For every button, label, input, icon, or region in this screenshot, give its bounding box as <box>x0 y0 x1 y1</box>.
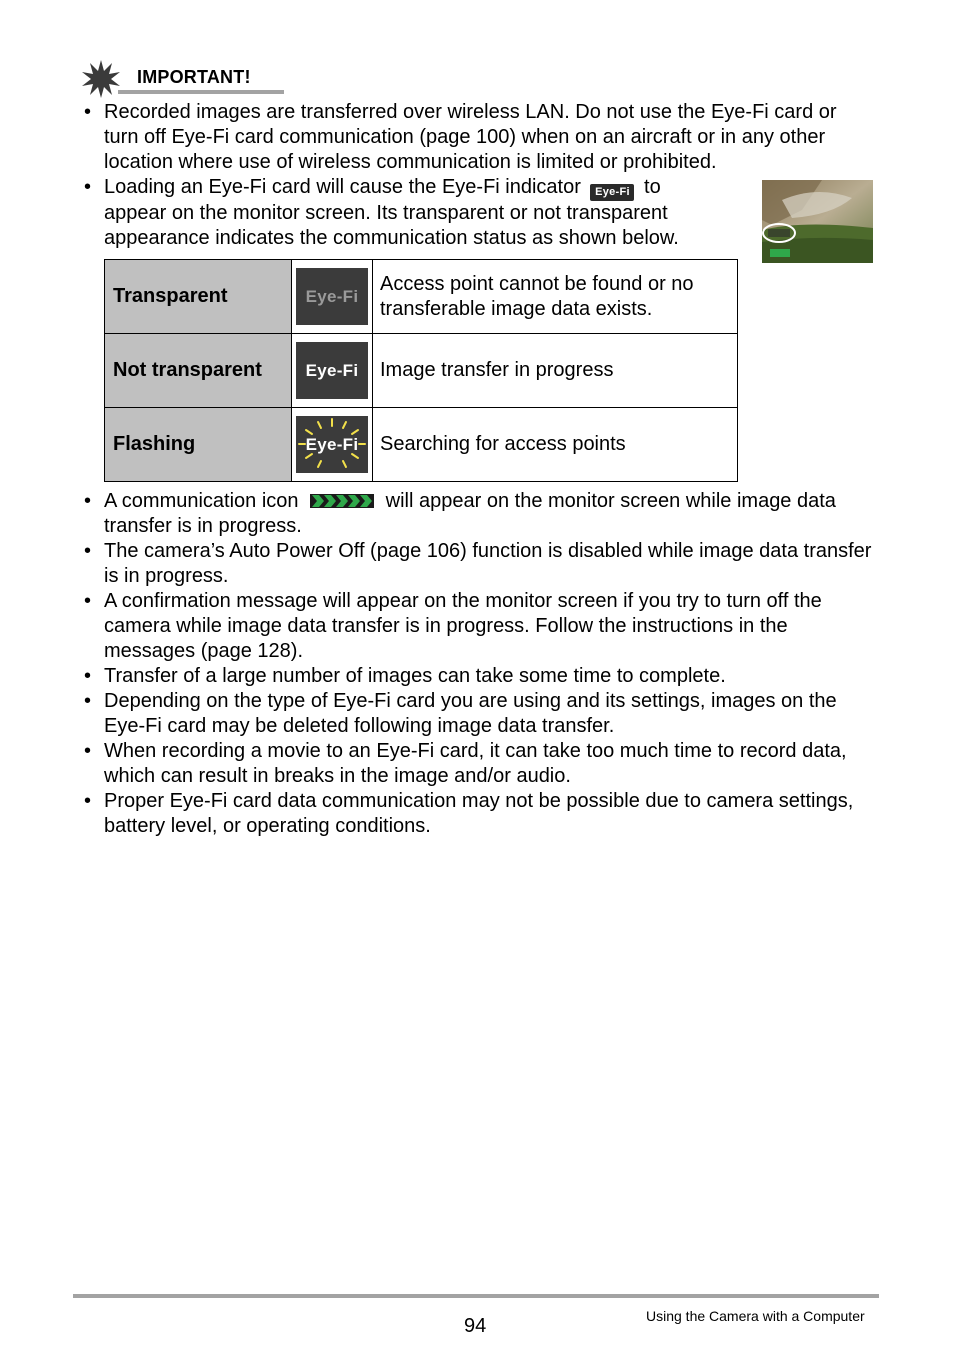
important-underline <box>118 90 284 94</box>
footer-rule <box>73 1294 879 1298</box>
bullet-dot: • <box>84 490 92 512</box>
bullet-text: A confirmation message will appear on the monitor screen if you try to turn off the camera while image data transfer is in progress. Follow the instructions in the messages (page 128). <box>104 590 822 662</box>
bullet-dot: • <box>84 665 92 687</box>
status-description: Image transfer in progress <box>373 334 738 408</box>
bullet-text: Proper Eye-Fi card data communication may not be possible due to camera settings, battery level, or operating conditions. <box>104 790 854 837</box>
bullet-text: When recording a movie to an Eye-Fi card, it can take too much time to record data, which can result in breaks in the image and/or audio. <box>104 740 847 787</box>
bullet-text <box>104 175 724 251</box>
status-icon-cell <box>292 334 373 408</box>
important-heading: IMPORTANT! <box>137 67 251 87</box>
bullet-text: Transfer of a large number of images can take some time to complete. <box>104 665 726 687</box>
eyefi-solid-icon <box>296 342 368 399</box>
status-icon-cell <box>292 260 373 334</box>
bullet-dot: • <box>84 590 92 612</box>
eyefi-indicator-icon: Eye-Fi <box>590 184 634 201</box>
eyefi-flashing-icon <box>296 416 368 473</box>
monitor-screen-image <box>762 180 873 263</box>
footer-section-title: Using the Camera with a Computer <box>646 1308 865 1324</box>
bullet-dot: • <box>84 740 92 762</box>
bullet-text-part: Loading an Eye-Fi card will cause the Eye-Fi indicator <box>104 176 581 198</box>
status-label: Transparent <box>105 260 292 334</box>
eyefi-transparent-icon <box>296 268 368 325</box>
bullet-text <box>104 489 874 539</box>
table-row <box>105 334 738 408</box>
bullet-dot: • <box>84 540 92 562</box>
eyefi-icon-text: Eye-Fi <box>305 360 359 380</box>
bullet-text-part: appear on the monitor screen. Its transparent or not transparent appearance indicates the communication status as shown below. <box>104 202 679 249</box>
page-number: 94 <box>464 1315 487 1337</box>
important-burst-icon <box>82 60 120 98</box>
bullet-text-part: to <box>644 176 661 198</box>
eyefi-icon-text: Eye-Fi <box>305 286 359 306</box>
bullet-text-part: will appear on the monitor screen while image data transfer is in progress. <box>104 490 836 537</box>
table-row <box>105 260 738 334</box>
bullet-text: Recorded images are transferred over wireless LAN. Do not use the Eye-Fi card or turn off Eye-Fi card communication (page 100) when on an aircraft or in any other location where use of wireless communication is limited or prohibited. <box>104 101 837 173</box>
bullet-text-part: A communication icon <box>104 490 299 512</box>
status-description: Searching for access points <box>373 408 738 482</box>
status-label: Not transparent <box>105 334 292 408</box>
eyefi-icon-text: Eye-Fi <box>305 434 359 454</box>
eyefi-status-table <box>104 259 738 482</box>
status-label: Flashing <box>105 408 292 482</box>
bullet-text: The camera’s Auto Power Off (page 106) function is disabled while image data transfer is in progress. <box>104 540 872 587</box>
status-description: Access point cannot be found or no transferable image data exists. <box>373 260 738 334</box>
table-row <box>105 408 738 482</box>
bullet-dot: • <box>84 790 92 812</box>
bullet-text: Depending on the type of Eye-Fi card you are using and its settings, images on the Eye-Fi card may be deleted following image data transfer. <box>104 690 837 737</box>
bullet-dot: • <box>84 690 92 712</box>
bullet-dot: • <box>84 101 92 123</box>
communication-icon <box>310 494 374 508</box>
bullet-dot: • <box>84 176 92 198</box>
status-icon-cell <box>292 408 373 482</box>
